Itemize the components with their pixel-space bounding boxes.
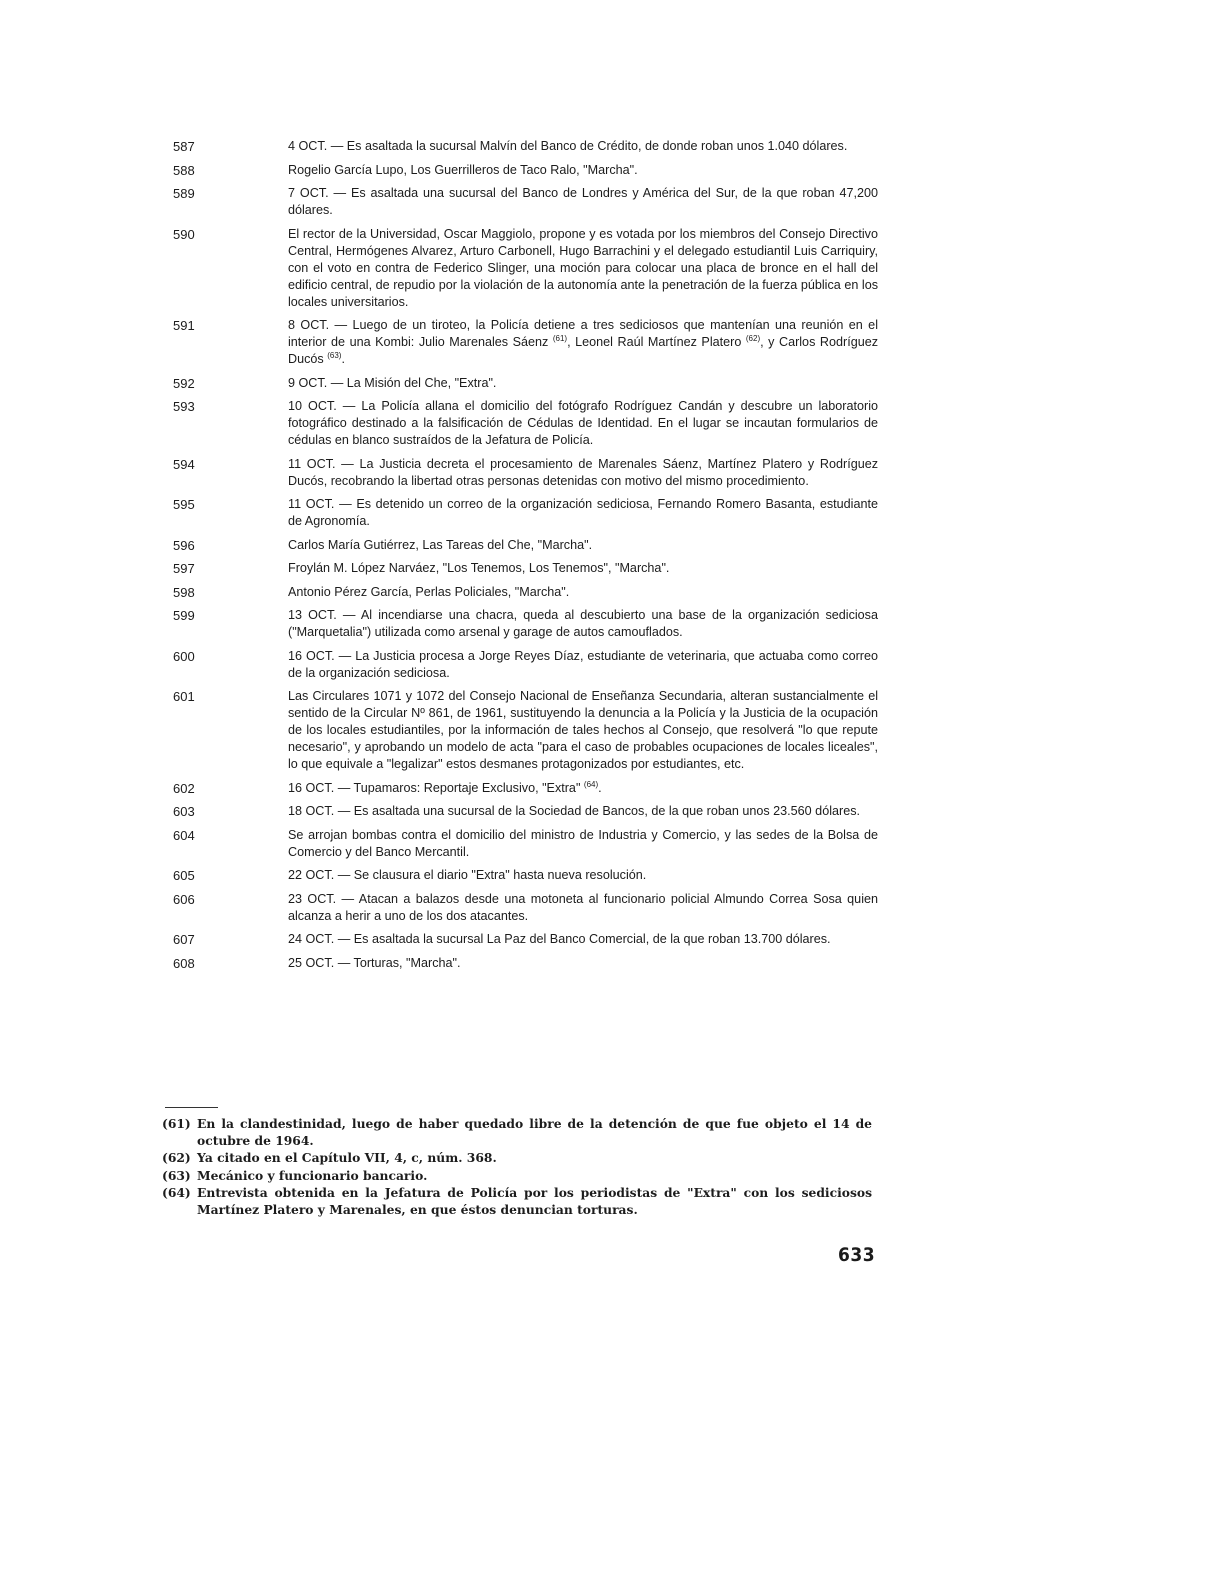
entry-text: 4 OCT. — Es asaltada la sucursal Malvín del Banco de Crédito, de donde roban unos 1.040 dólares. [288, 139, 848, 153]
entry-number: 599 [173, 608, 195, 623]
entry-number: 600 [173, 648, 195, 664]
entry-number: 593 [173, 399, 195, 414]
footnotes [162, 1116, 872, 1220]
chronology-list [168, 138, 878, 978]
entry [168, 138, 878, 155]
entry [168, 931, 878, 948]
entry [168, 955, 878, 972]
entry-text: 16 OCT. — La Justicia procesa a Jorge Reyes Díaz, estudiante de veterinaria, que actuaba como correo de la organización sediciosa. [288, 648, 878, 680]
entry [168, 803, 878, 820]
footnote-text: Ya citado en el Capítulo VII, 4, c, núm. 368. [197, 1150, 497, 1166]
entry [168, 688, 878, 773]
entry-text: Se arrojan bombas contra el domicilio del ministro de Industria y Comercio, y las sedes de la Bolsa de Comercio y del Banco Mercantil. [288, 827, 878, 859]
entry-number: 596 [173, 537, 195, 553]
entry [168, 560, 878, 577]
entry-text: El rector de la Universidad, Oscar Maggiolo, propone y es votada por los miembros del Consejo Directivo Central, Hermógenes Alvarez, Arturo Carbonell, Hugo Barrachini y el delegado estudiantil Luis Carriquiry, con el voto en contra de Federico Slinger, una moción para colocar una placa de bronce en el hall del edificio central, de repudio por la violación de la autonomía ante la penetración de la fuerza pública en los locales universitarios. [288, 226, 878, 309]
entry [168, 537, 878, 554]
entry [168, 162, 878, 179]
footnote [162, 1116, 872, 1149]
entry-number: 601 [173, 689, 195, 704]
entry-text: 23 OCT. — Atacan a balazos desde una motoneta al funcionario policial Almundo Correa Sosa quien alcanza a herir a uno de los dos atacantes. [288, 891, 878, 923]
footnote-mark: (61) [162, 1116, 191, 1131]
entry-text: Froylán M. López Narváez, "Los Tenemos, Los Tenemos", "Marcha". [288, 561, 670, 575]
entry-number: 587 [173, 139, 195, 154]
entry-number: 589 [173, 186, 195, 201]
entry-text [288, 317, 878, 368]
footnote-text: Entrevista obtenida en la Jefatura de Policía por los periodistas de "Extra" con los sediciosos Martínez Platero y Marenales, en que éstos denuncian torturas. [197, 1185, 872, 1217]
entry-text-part: . [341, 352, 345, 366]
entry-text: 18 OCT. — Es asaltada una sucursal de la Sociedad de Bancos, de la que roban unos 23.560 dólares. [288, 804, 860, 818]
footnote-ref: (63) [327, 350, 342, 360]
entry-number: 597 [173, 561, 195, 576]
entry [168, 867, 878, 884]
footnote-text: En la clandestinidad, luego de haber quedado libre de la detención de que fue objeto el 14 de octubre de 1964. [197, 1116, 872, 1148]
entry [168, 827, 878, 861]
entry-text-part: , y Carlos Rodríguez Ducós [288, 335, 878, 366]
footnote-mark: (63) [162, 1167, 191, 1183]
entry [168, 648, 878, 682]
entry-text-part: 16 OCT. — Tupamaros: Reportaje Exclusivo, "Extra" [288, 780, 584, 795]
entry-number: 608 [173, 955, 195, 971]
footnote-mark: (64) [162, 1185, 191, 1201]
footnote-text: Mecánico y funcionario bancario. [197, 1167, 428, 1183]
entry [168, 317, 878, 368]
entry-text: Carlos María Gutiérrez, Las Tareas del Che, "Marcha". [288, 537, 593, 552]
footnote [162, 1168, 872, 1185]
page-number: 633 [838, 1244, 876, 1266]
entry [168, 398, 878, 449]
footnote-divider [165, 1107, 218, 1108]
entry-text: Las Circulares 1071 y 1072 del Consejo Nacional de Enseñanza Secundaria, alteran sustancialmente el sentido de la Circular Nº 861, de 1961, sustituyendo la denuncia a la Policía y la Justicia de la ocupación de los locales estudiantiles, por la información de tales hechos al Consejo, que resolverá "lo que repute necesario", y aprobando un modelo de acta "para el caso de probables ocupaciones de locales liceales", lo que equivale a "legalizar" estos desmanes protagonizados por estudiantes, etc. [288, 689, 878, 771]
footnote-mark: (62) [162, 1150, 191, 1166]
entry-text: 22 OCT. — Se clausura el diario "Extra" hasta nueva resolución. [288, 868, 647, 882]
entry-text: Rogelio García Lupo, Los Guerrilleros de Taco Ralo, "Marcha". [288, 162, 638, 177]
entry-text [288, 780, 878, 797]
entry-text: 11 OCT. — La Justicia decreta el procesamiento de Marenales Sáenz, Martínez Platero y Rodríguez Ducós, recobrando la libertad otras personas detenidas con motivo del mismo procedimiento. [288, 456, 878, 488]
entry-number: 592 [173, 375, 195, 391]
footnote-ref: (64) [583, 779, 599, 789]
entry-number: 602 [173, 780, 195, 796]
footnote [162, 1150, 872, 1167]
entry-text: 25 OCT. — Torturas, "Marcha". [288, 955, 461, 970]
entry-number: 604 [173, 827, 195, 843]
entry-text: 11 OCT. — Es detenido un correo de la organización sediciosa, Fernando Romero Basanta, estudiante de Agronomía. [288, 497, 878, 528]
entry-number: 588 [173, 162, 195, 178]
entry [168, 226, 878, 311]
entry-number: 605 [173, 868, 195, 883]
footnote-ref: (62) [745, 333, 761, 343]
entry [168, 607, 878, 641]
entry-number: 603 [173, 804, 195, 819]
entry-text: 13 OCT. — Al incendiarse una chacra, queda al descubierto una base de la organización sediciosa ("Marquetalia") utilizada como arsenal y garage de autos camouflados. [288, 608, 878, 639]
entry-text: 24 OCT. — Es asaltada la sucursal La Paz del Banco Comercial, de la que roban 13.700 dólares. [288, 932, 831, 946]
entry-number: 591 [173, 318, 195, 333]
entry-text-part: 8 OCT. — Luego de un tiroteo, la Policía detiene a tres sediciosos que mantenían una reunión en el interior de una Kombi: Julio Marenales Sáenz [288, 318, 878, 349]
footnote [162, 1185, 872, 1218]
entry-number: 606 [173, 891, 195, 907]
entry [168, 780, 878, 797]
entry [168, 584, 878, 601]
entry-number: 595 [173, 497, 195, 512]
entry-text: 10 OCT. — La Policía allana el domicilio del fotógrafo Rodríguez Candán y descubre un laboratorio fotográfico destinado a la falsificación de Cédulas de Identidad. En el lugar se incautan formularios de cédulas en blanco sustraídos de la Jefatura de Policía. [288, 399, 878, 447]
entry [168, 496, 878, 530]
entry-text: 7 OCT. — Es asaltada una sucursal del Banco de Londres y América del Sur, de la que roban 47,200 dólares. [288, 186, 878, 217]
entry-number: 607 [173, 932, 195, 947]
entry-number: 590 [173, 226, 195, 242]
entry-text-part: . [598, 780, 602, 795]
entry-number: 598 [173, 584, 195, 600]
footnote-ref: (61) [552, 333, 568, 343]
entry-text-part: , Leonel Raúl Martínez Platero [567, 335, 746, 349]
entry-number: 594 [173, 456, 195, 472]
entry-text: Antonio Pérez García, Perlas Policiales, "Marcha". [288, 584, 570, 599]
entry [168, 891, 878, 925]
entry-text: 9 OCT. — La Misión del Che, "Extra". [288, 375, 497, 390]
entry [168, 375, 878, 392]
entry [168, 185, 878, 219]
entry [168, 456, 878, 490]
